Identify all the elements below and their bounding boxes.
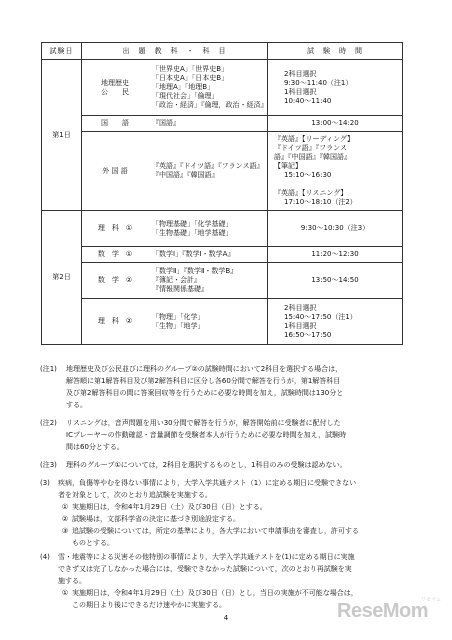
exam-time-text: 15:40～17:50（注1）	[284, 312, 357, 321]
item-number: ②	[61, 515, 69, 523]
subject-group-text: 理 科 ②	[97, 317, 133, 325]
note-body	[66, 459, 412, 471]
subjects-cell	[82, 211, 268, 247]
note-line: する。	[66, 401, 87, 409]
subject-item: 「生物」「地学」	[152, 321, 205, 330]
subject-group-label	[82, 276, 148, 285]
note-line: リスニングは，音声問題を用い30分間で解答を行うが，解答開始前に受験者に配付した	[66, 419, 341, 427]
section-list-item	[58, 525, 412, 549]
section-label: (4)	[40, 553, 50, 561]
note-body	[66, 417, 412, 453]
subject-list	[148, 62, 272, 113]
subject-item: 「政治・経済」『倫理，政治・経済』	[152, 101, 268, 109]
page-number: 4	[223, 614, 229, 622]
exam-time-cell	[268, 247, 403, 263]
exam-time-text: 9:30～10:30（注3）	[300, 224, 370, 232]
subject-item: 「数学Ⅰ」『数学Ⅰ・数学A』	[152, 250, 235, 258]
exam-time-text: 13:50～14:50	[311, 276, 359, 284]
subject-group-text: 公 民	[101, 87, 129, 96]
note-line: 地理歴史及び公民並びに理科のグループ②の試験時間において2科目を選択する場合は，	[66, 365, 343, 373]
subject-group-label	[82, 224, 148, 233]
subject-item: 「物理」「化学」	[152, 312, 205, 321]
note-label: (注3)	[40, 461, 57, 469]
subject-list	[148, 310, 209, 334]
subject-item: 「世界史A」「世界史B」	[152, 65, 229, 73]
subject-list	[148, 247, 238, 262]
subjects-cell	[82, 132, 268, 211]
exam-time-text: 『ドイツ語』『フランス	[274, 144, 347, 152]
table-row	[42, 247, 403, 263]
subjects-cell	[82, 60, 268, 116]
subject-list	[148, 159, 267, 183]
subjects-cell	[82, 263, 268, 299]
item-line: 追試験の受験については，所定の基準により，各大学において申請事由を審査し，許可する	[72, 527, 359, 535]
section-line: 者を対象として，次のとおり追試験を実施する。	[58, 491, 212, 499]
subject-item: 『情報関係基礎』	[152, 285, 208, 293]
section-line: できず又は完了しなかった場合には，受験できなかった試験について，次のとおり再試験を実	[58, 565, 352, 573]
exam-time-text: 『英語』【リーディング】	[274, 135, 355, 143]
subject-item: 「現代社会」「倫理」	[152, 92, 219, 100]
resemom-logo-subtext: リセマム	[421, 597, 441, 603]
header-subjects: 出 題 教 科 ・ 科 目	[82, 43, 268, 60]
note-item	[40, 417, 412, 453]
subject-item: 「物理基礎」「化学基礎」	[152, 219, 233, 228]
subject-list	[148, 116, 184, 131]
note-item	[40, 363, 412, 411]
subject-group-label	[82, 119, 148, 128]
table-row	[42, 263, 403, 299]
section-line: 雪・地震等による災害その他特別の事情により，大学入学共通テストを(1)に定める期日に実施	[58, 553, 355, 561]
header-exam-day: 試験日	[42, 43, 82, 60]
exam-time-text: 11:20～12:30	[311, 250, 359, 258]
note-label: (注2)	[40, 419, 57, 427]
subject-group-text: 国 語	[101, 119, 129, 127]
sections-list	[40, 477, 412, 611]
note-line: ICプレーヤーの作動確認・音量調節を受験者本人が行うために必要な時間を加え，試験時	[66, 431, 347, 439]
table-row	[42, 60, 403, 116]
item-number: ①	[61, 589, 69, 597]
header-exam-time: 試 験 時 間	[268, 43, 403, 60]
section-list-item	[58, 501, 412, 513]
section-item	[40, 477, 412, 549]
exam-time-text: 『英語』【リスニング】	[274, 189, 348, 197]
note-label: (注1)	[40, 365, 57, 373]
subject-item: 「数学Ⅱ」『数学Ⅱ・数学B』	[152, 267, 238, 275]
exam-time-text: 2科目選択	[284, 303, 317, 312]
item-line: この期日より後にできるだけ速やかに実施する。	[72, 601, 226, 609]
subject-group-label	[82, 317, 148, 326]
subjects-cell	[82, 247, 268, 263]
section-line: 施する。	[58, 577, 86, 585]
item-text	[72, 501, 412, 513]
subject-list	[148, 264, 241, 297]
exam-time-cell	[268, 132, 403, 211]
subject-group-text: 数 学 ②	[97, 276, 133, 284]
subject-item: 「生物基礎」「地学基礎」	[152, 228, 233, 237]
section-body	[58, 477, 412, 549]
note-line: 間は60分とする。	[66, 443, 124, 451]
subjects-cell	[82, 116, 268, 132]
exam-time-text: 13:00～14:20	[311, 119, 359, 127]
exam-time-cell	[268, 299, 403, 345]
subject-group-label	[82, 250, 148, 259]
notes-list	[40, 363, 412, 471]
subject-group-label	[82, 79, 148, 97]
subjects-cell	[82, 299, 268, 345]
item-text	[72, 513, 412, 525]
section-label: (3)	[40, 479, 50, 487]
section-line: 疾病，負傷等やむを得ない事情により，大学入学共通テスト（1）に定める期日に受験できない	[58, 479, 357, 487]
exam-time-cell	[268, 116, 403, 132]
table-row	[42, 211, 403, 247]
exam-time-text: 1科目選択	[284, 321, 317, 330]
exam-time-text	[274, 180, 396, 189]
exam-time-text: 9:30～11:40（注1）	[284, 78, 353, 87]
resemom-logo: ReseMom	[337, 600, 428, 622]
exam-time-text: 2科目選択	[284, 69, 317, 78]
exam-day-cell: 第1日	[42, 60, 82, 211]
subject-group-text: 地理歴史	[101, 78, 129, 87]
exam-time-cell	[268, 263, 403, 299]
note-body	[66, 363, 412, 411]
subject-group-label	[82, 167, 148, 176]
item-line: 実施期日は，令和4年1月29日（土）及び30日（日）とする。	[72, 503, 267, 511]
subject-item: 「日本史A」「日本史B」	[152, 74, 229, 82]
table-row	[42, 132, 403, 211]
subject-item: 「地理A」「地理B」	[152, 83, 215, 91]
note-line: 理科のグループ①については，2科目を選択するものとし，1科目のみの受験は認めない。	[66, 461, 347, 469]
exam-time-text: 【筆記】	[274, 162, 302, 170]
subject-item: 『中国語』『韓国語』	[152, 171, 219, 179]
exam-time-text: 17:10～18:10（注2）	[284, 198, 357, 206]
note-item	[40, 459, 412, 471]
subject-list	[148, 217, 237, 241]
exam-time-text: 16:50～17:50	[284, 330, 332, 339]
section-list-item	[58, 513, 412, 525]
item-number: ①	[61, 503, 69, 511]
notes-section	[40, 363, 412, 611]
exam-schedule-table	[41, 42, 403, 345]
table-row	[42, 299, 403, 345]
exam-time-text: 1科目選択	[284, 87, 317, 96]
table-header-row	[42, 43, 403, 60]
exam-time-cell	[268, 211, 403, 247]
exam-time-text: 10:40～11:40	[284, 96, 332, 105]
note-line: 解答順に第1解答科目及び第2解答科目に区分し各60分間で解答を行うが，第1解答科目	[66, 377, 341, 385]
subject-item: 『英語』『ドイツ語』『フランス語』	[152, 162, 264, 170]
exam-time-text: 15:10～16:30	[284, 171, 332, 179]
subject-group-text: 外 国 語	[102, 166, 128, 175]
item-line: ものとする。	[72, 539, 114, 547]
subject-group-text: 数 学 ①	[97, 250, 133, 258]
exam-day-cell: 第2日	[42, 211, 82, 345]
item-number: ③	[61, 527, 69, 535]
exam-time-cell	[268, 60, 403, 116]
item-text	[72, 525, 412, 549]
subject-item: 『国語』	[152, 119, 180, 127]
subject-group-text: 理 科 ①	[97, 224, 133, 232]
note-line: 及び第2解答科目の間に答案回収等を行うために必要な時間を加え，試験時間は130分と	[66, 389, 344, 397]
item-line: 実施期日は，令和4年1月29日（土）及び30日（日）とし，当日の実施が不可能な場合は，	[72, 589, 358, 597]
subject-item: 『簿記・会計』	[152, 276, 201, 284]
table-row	[42, 116, 403, 132]
exam-time-text: 語』『中国語』『韓国語』	[274, 153, 351, 161]
item-line: 試験場は，文部科学省の決定に基づき別途設定する。	[72, 515, 240, 523]
